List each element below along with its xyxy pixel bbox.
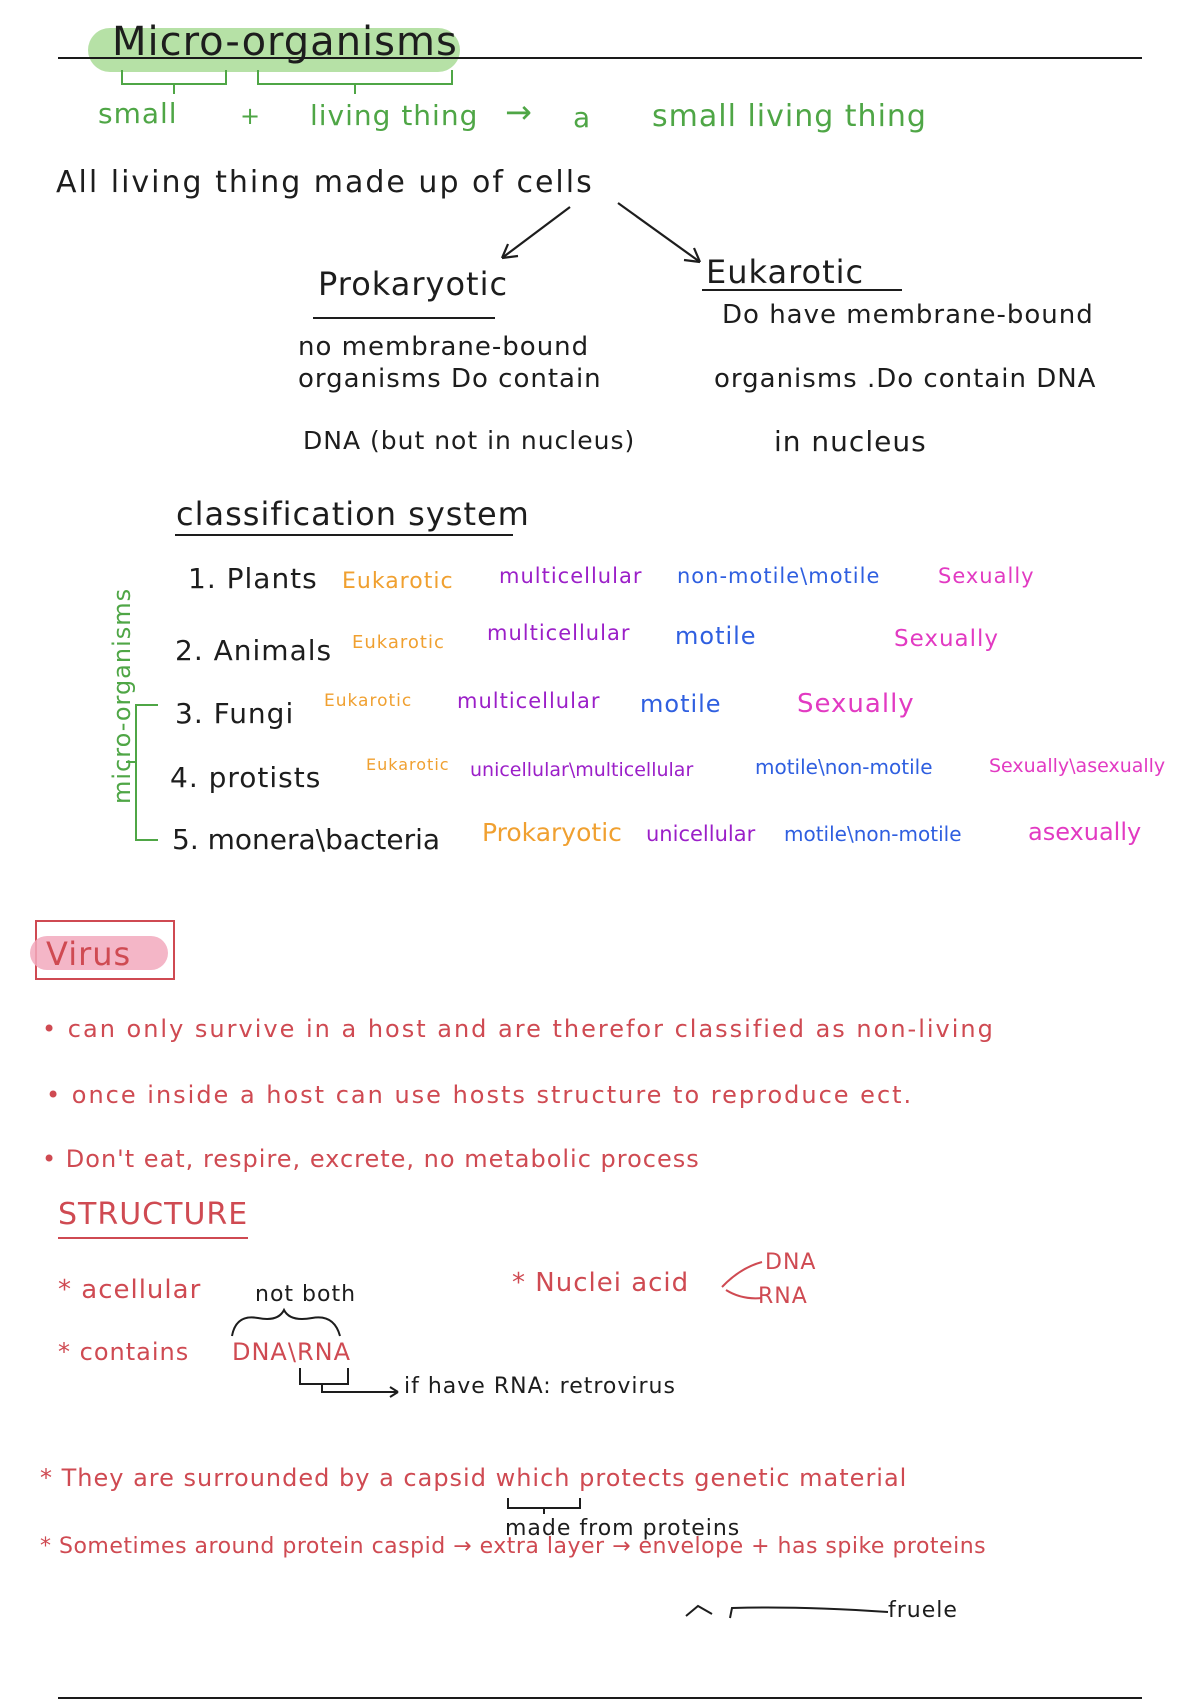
row-3-reproduction: Sexually (797, 689, 915, 719)
not-both-label: not both (255, 1282, 357, 1307)
row-2-cellularity: multicellular (487, 621, 631, 645)
row-2-motility: motile (675, 622, 757, 650)
row-4-name: 4. protists (170, 761, 322, 794)
micro-organisms-side-label: micro-organisms (108, 587, 136, 804)
not-both-brace (232, 1310, 340, 1336)
retrovirus-note: if have RNA: retrovirus (404, 1374, 676, 1399)
bottom-fragment: fruele (888, 1598, 958, 1623)
row-3-cell: Eukarotic (324, 691, 413, 711)
row-2-reproduction: Sexually (894, 626, 1000, 652)
virus-bullet-1: • can only survive in a host and are therefor classified as non-living (42, 1015, 995, 1043)
row-5-motility: motile\non-motile (784, 822, 962, 846)
virus-heading: Virus (46, 935, 132, 973)
retrovirus-arrow (300, 1368, 398, 1392)
etymology-a: a (573, 101, 592, 134)
row-3-motility: motile (640, 690, 722, 718)
classification-heading: classification system (176, 495, 530, 533)
row-5-name: 5. monera\bacteria (172, 823, 441, 856)
row-2-name: 2. Animals (175, 634, 333, 667)
virus-bullet-2: • once inside a host can use hosts structure to reproduce ect. (46, 1081, 914, 1109)
prokaryotic-line1: no membrane-bound (298, 332, 590, 362)
row-5-cellularity: unicellular (646, 822, 756, 846)
row-3-name: 3. Fungi (175, 697, 295, 730)
row-4-cellularity: unicellular\multicellular (470, 759, 694, 781)
envelope-line: * Sometimes around protein caspid → extra layer → envelope + has spike proteins (40, 1534, 987, 1559)
row-1-cell: Eukarotic (342, 569, 454, 594)
row-1-reproduction: Sexually (938, 564, 1035, 588)
prokaryotic-heading: Prokaryotic (318, 265, 509, 303)
structure-heading: STRUCTURE (58, 1197, 249, 1232)
etymology-part1: small (98, 97, 178, 130)
dna-rna-label: DNA\RNA (232, 1338, 351, 1366)
made-from-proteins: made from proteins (505, 1516, 741, 1541)
arrow-to-eukaryotic (618, 203, 700, 262)
bottom-scribble (686, 1606, 888, 1618)
row-5-cell: Prokaryotic (482, 818, 622, 847)
row-3-cellularity: multicellular (457, 689, 601, 713)
etymology-plus: + (240, 102, 262, 130)
row-4-motility: motile\non-motile (755, 755, 933, 779)
capsid-line: * They are surrounded by a capsid which protects genetic material (40, 1464, 908, 1492)
etymology-part2: living thing (310, 99, 479, 132)
cells-line: All living thing made up of cells (56, 165, 594, 200)
row-5-reproduction: asexually (1028, 818, 1142, 846)
prokaryotic-line3: DNA (but not in nucleus) (303, 426, 636, 455)
eukaryotic-line3: in nucleus (774, 425, 927, 458)
contains-label: * contains (58, 1338, 190, 1366)
page-title: Micro-organisms (112, 19, 458, 65)
row-1-name: 1. Plants (188, 562, 318, 595)
row-2-cell: Eukarotic (352, 632, 445, 653)
capsid-bracket (508, 1498, 580, 1514)
nucleic-acid-label: * Nuclei acid (512, 1268, 690, 1298)
etymology-arrow: → (505, 93, 533, 131)
prokaryotic-line2: organisms Do contain (298, 364, 602, 394)
eukaryotic-line1: Do have membrane-bound (722, 300, 1094, 330)
arrow-to-prokaryotic (502, 207, 570, 258)
etymology-meaning: small living thing (652, 99, 927, 134)
row-1-cellularity: multicellular (499, 564, 643, 588)
etymology-bracket-small (122, 70, 226, 94)
eukaryotic-heading: Eukarotic (706, 253, 865, 291)
row-1-motility: non-motile\motile (677, 564, 881, 588)
etymology-bracket-living (258, 70, 452, 94)
row-4-cell: Eukarotic (366, 755, 450, 774)
acellular-label: * acellular (58, 1275, 202, 1305)
bottom-rule (58, 1697, 1142, 1699)
eukaryotic-line2: organisms .Do contain DNA (714, 364, 1097, 394)
nucleic-acid-dna: DNA (765, 1250, 817, 1275)
nucleic-acid-fork (722, 1262, 762, 1298)
virus-bullet-3: • Don't eat, respire, excrete, no metabolic process (42, 1145, 700, 1173)
row-4-reproduction: Sexually\asexually (989, 755, 1166, 777)
nucleic-acid-rna: RNA (758, 1284, 808, 1309)
